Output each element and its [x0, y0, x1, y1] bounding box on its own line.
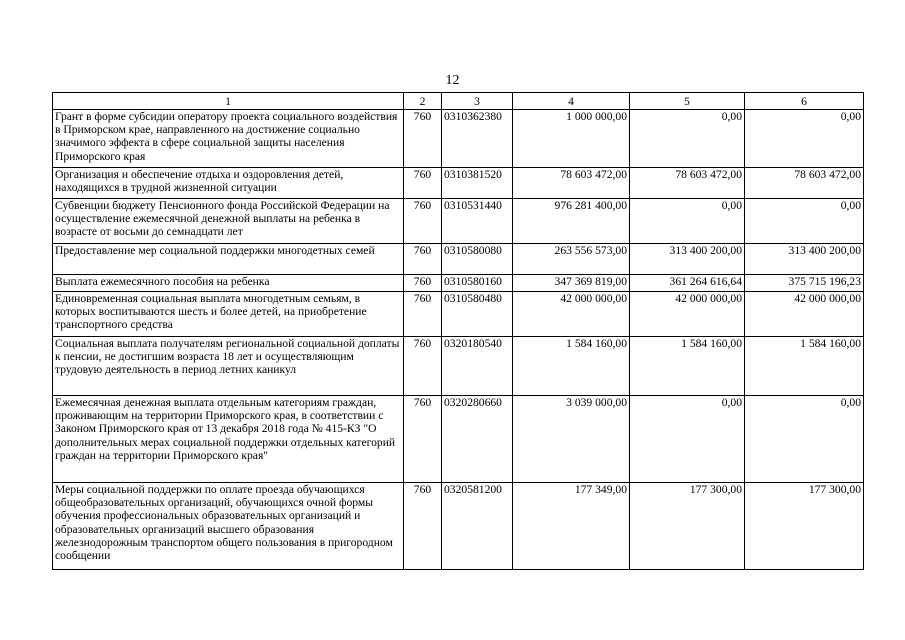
amount-year2-cell: 177 300,00: [630, 483, 745, 570]
column-header: 4: [513, 93, 630, 110]
expense-name-cell: Выплата ежемесячного пособия на ребенка: [53, 275, 404, 292]
table-row: [53, 292, 864, 337]
column-header: 3: [442, 93, 513, 110]
target-article-cell: 0310381520: [442, 168, 513, 199]
amount-year1-cell: 78 603 472,00: [513, 168, 630, 199]
target-article-cell: 0310580160: [442, 275, 513, 292]
amount-year2-cell: 78 603 472,00: [630, 168, 745, 199]
department-code-cell: 760: [404, 292, 442, 337]
amount-year2-cell: 313 400 200,00: [630, 244, 745, 275]
budget-table: [52, 92, 864, 570]
expense-name-cell: Социальная выплата получателям региональной социальной доплаты к пенсии, не достигшим возраста 18 лет и осуществляющим трудовую деятельность в период летних каникул: [53, 337, 404, 396]
table-row: [53, 483, 864, 570]
expense-name-cell: Организация и обеспечение отдыха и оздоровления детей, находящихся в трудной жизненной ситуации: [53, 168, 404, 199]
amount-year1-cell: 1 000 000,00: [513, 110, 630, 168]
expense-name-cell: Единовременная социальная выплата многодетным семьям, в которых воспитываются шесть и более детей, на приобретение транспортного средства: [53, 292, 404, 337]
table-row: [53, 275, 864, 292]
table-header-row: [53, 93, 864, 110]
expense-name-cell: Меры социальной поддержки по оплате проезда обучающихся общеобразовательных организаций, обучающихся очной формы обучения профессиональных образовательных организаций и образовательных организаций высшего образования железнодорожным транспортом общего пользования в пригородном сообщении: [53, 483, 404, 570]
page-number: 12: [445, 73, 460, 88]
department-code-cell: 760: [404, 396, 442, 483]
column-header: 1: [53, 93, 404, 110]
amount-year3-cell: 0,00: [745, 396, 864, 483]
amount-year3-cell: 0,00: [745, 199, 864, 244]
department-code-cell: 760: [404, 275, 442, 292]
department-code-cell: 760: [404, 337, 442, 396]
amount-year3-cell: 42 000 000,00: [745, 292, 864, 337]
department-code-cell: 760: [404, 110, 442, 168]
column-header: 5: [630, 93, 745, 110]
expense-name-cell: Ежемесячная денежная выплата отдельным категориям граждан, проживающим на территории Приморского края, в соответствии с Законом Приморского края от 13 декабря 2018 года № 415-КЗ "О дополнительных мерах социальной поддержки отдельных категорий граждан на территории Приморского края": [53, 396, 404, 483]
amount-year3-cell: 375 715 196,23: [745, 275, 864, 292]
table-row: [53, 168, 864, 199]
target-article-cell: 0320280660: [442, 396, 513, 483]
amount-year2-cell: 0,00: [630, 396, 745, 483]
target-article-cell: 0310531440: [442, 199, 513, 244]
target-article-cell: 0320581200: [442, 483, 513, 570]
department-code-cell: 760: [404, 199, 442, 244]
amount-year1-cell: 1 584 160,00: [513, 337, 630, 396]
table-row: [53, 199, 864, 244]
amount-year3-cell: 1 584 160,00: [745, 337, 864, 396]
expense-name-cell: Предоставление мер социальной поддержки многодетных семей: [53, 244, 404, 275]
amount-year2-cell: 42 000 000,00: [630, 292, 745, 337]
department-code-cell: 760: [404, 168, 442, 199]
target-article-cell: 0310580480: [442, 292, 513, 337]
amount-year1-cell: 347 369 819,00: [513, 275, 630, 292]
expense-name-cell: Грант в форме субсидии оператору проекта социального воздействия в Приморском крае, направленного на достижение социально значимого эффекта в сфере социальной защиты населения Приморского края: [53, 110, 404, 168]
amount-year1-cell: 177 349,00: [513, 483, 630, 570]
amount-year2-cell: 361 264 616,64: [630, 275, 745, 292]
column-header: 6: [745, 93, 864, 110]
amount-year2-cell: 0,00: [630, 199, 745, 244]
table-row: [53, 337, 864, 396]
amount-year2-cell: 0,00: [630, 110, 745, 168]
table-row: [53, 396, 864, 483]
target-article-cell: 0310362380: [442, 110, 513, 168]
amount-year3-cell: 177 300,00: [745, 483, 864, 570]
amount-year3-cell: 78 603 472,00: [745, 168, 864, 199]
department-code-cell: 760: [404, 483, 442, 570]
department-code-cell: 760: [404, 244, 442, 275]
table-row: [53, 110, 864, 168]
target-article-cell: 0320180540: [442, 337, 513, 396]
column-header: 2: [404, 93, 442, 110]
amount-year2-cell: 1 584 160,00: [630, 337, 745, 396]
amount-year1-cell: 42 000 000,00: [513, 292, 630, 337]
amount-year1-cell: 3 039 000,00: [513, 396, 630, 483]
expense-name-cell: Субвенции бюджету Пенсионного фонда Российской Федерации на осуществление ежемесячной денежной выплаты на ребенка в возрасте от восьми до семнадцати лет: [53, 199, 404, 244]
target-article-cell: 0310580080: [442, 244, 513, 275]
table-row: [53, 244, 864, 275]
amount-year1-cell: 976 281 400,00: [513, 199, 630, 244]
amount-year3-cell: 0,00: [745, 110, 864, 168]
amount-year3-cell: 313 400 200,00: [745, 244, 864, 275]
amount-year1-cell: 263 556 573,00: [513, 244, 630, 275]
